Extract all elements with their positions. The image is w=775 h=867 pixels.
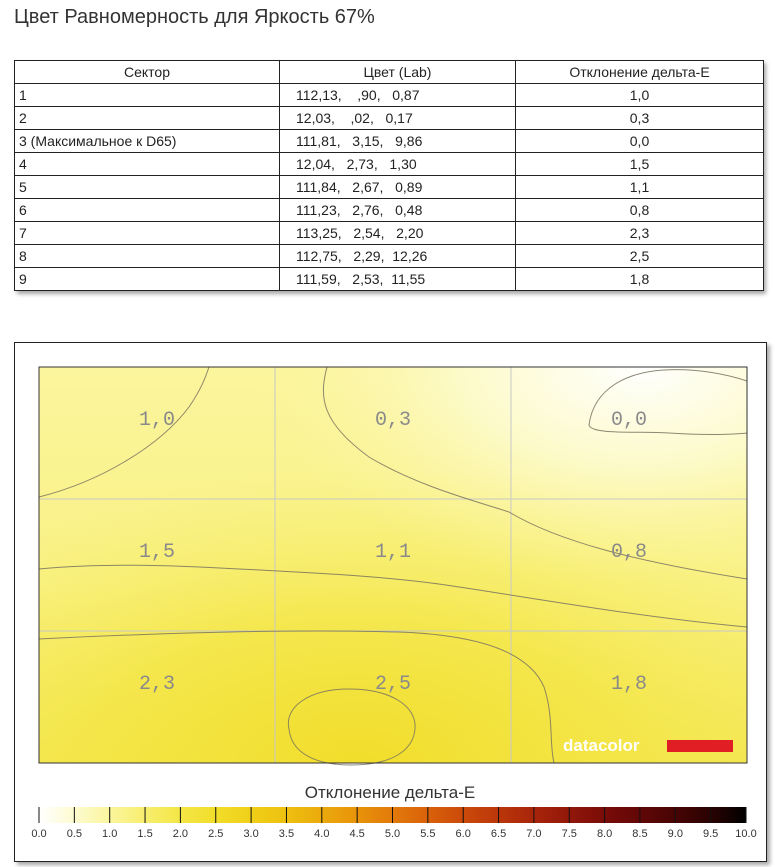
uniformity-chart (14, 342, 767, 862)
cell-value-label: 0,3 (374, 409, 412, 432)
cell-color-lab: 113,25, 2,54, 2,20 (280, 222, 516, 245)
column-header-sector: Сектор (15, 61, 280, 84)
datacolor-logo-bar (667, 740, 733, 752)
cell-color-lab: 111,84, 2,67, 0,89 (280, 176, 516, 199)
cell-color-lab: 111,59, 2,53, 11,55 (280, 268, 516, 291)
uniformity-chart-svg (15, 343, 766, 861)
cell-sector: 6 (15, 199, 280, 222)
colorbar-tick-label: 9.5 (703, 828, 719, 840)
column-header-delta-e: Отклонение дельта-E (516, 61, 764, 84)
cell-color-lab: 112,13, ,90, 0,87 (280, 84, 516, 107)
colorbar-tick-label: 4.0 (314, 828, 330, 840)
cell-value-label: 2,5 (374, 673, 412, 696)
colorbar-tick-label: 5.0 (384, 828, 401, 840)
cell-delta-e: 0,0 (516, 130, 764, 153)
cell-color-lab: 111,81, 3,15, 9,86 (280, 130, 516, 153)
cell-value-label: 1,8 (610, 673, 648, 696)
cell-delta-e: 2,5 (516, 245, 764, 268)
cell-sector: 4 (15, 153, 280, 176)
table-row (15, 222, 764, 245)
colorbar-tick-label: 6.0 (455, 828, 471, 840)
colorbar-tick-label: 0.0 (31, 828, 47, 840)
colorbar-tick-label: 1.0 (102, 828, 118, 840)
cell-value-label: 0,8 (610, 541, 648, 564)
cell-value-label: 1,5 (138, 541, 176, 564)
colorbar-tick-label: 3.0 (243, 828, 259, 840)
colorbar-tick-label: 7.0 (526, 828, 542, 840)
page-title: Цвет Равномерность для Яркость 67% (14, 6, 375, 28)
cell-sector: 9 (15, 268, 280, 291)
cell-value-label: 1,0 (138, 409, 176, 432)
cell-color-lab: 12,04, 2,73, 1,30 (280, 153, 516, 176)
cell-value-label: 2,3 (138, 673, 176, 696)
colorbar-tick-label: 6.5 (490, 828, 507, 840)
colorbar-tick-label: 9.0 (667, 828, 683, 840)
cell-delta-e: 1,1 (516, 176, 764, 199)
cell-color-lab: 12,03, ,02, 0,17 (280, 107, 516, 130)
cell-sector: 5 (15, 176, 280, 199)
table-row (15, 84, 764, 107)
table-row (15, 130, 764, 153)
colorbar-tick-label: 0.5 (66, 828, 82, 840)
cell-sector: 1 (15, 84, 280, 107)
colorbar (31, 807, 756, 840)
cell-color-lab: 112,75, 2,29, 12,26 (280, 245, 516, 268)
column-header-color-lab: Цвет (Lab) (280, 61, 516, 84)
cell-delta-e: 1,5 (516, 153, 764, 176)
table-header-row (15, 61, 764, 84)
cell-delta-e: 2,3 (516, 222, 764, 245)
colorbar-tick-label: 3.5 (278, 828, 295, 840)
colorbar-tick-label: 2.0 (172, 828, 189, 840)
colorbar-label: Отклонение дельта-E (304, 783, 476, 802)
cell-sector: 2 (15, 107, 280, 130)
table-row (15, 245, 764, 268)
cell-delta-e: 1,8 (516, 268, 764, 291)
cell-delta-e: 0,3 (516, 107, 764, 130)
cell-color-lab: 111,23, 2,76, 0,48 (280, 199, 516, 222)
colorbar-tick-label: 7.5 (561, 828, 577, 840)
cell-value-label: 1,1 (374, 541, 412, 564)
colorbar-tick-label: 8.0 (596, 828, 613, 840)
cell-value-label: 0,0 (610, 409, 648, 432)
cell-sector: 8 (15, 245, 280, 268)
heatmap-plot-area (39, 367, 747, 765)
table-row (15, 199, 764, 222)
datacolor-logo-text: datacolor (563, 736, 640, 755)
table-row (15, 268, 764, 291)
colorbar-tick-label: 4.5 (349, 828, 365, 840)
colorbar-tick-label: 2.5 (208, 828, 224, 840)
uniformity-table (14, 60, 764, 291)
colorbar-tick-label: 10.0 (735, 828, 757, 840)
uniformity-table-container (14, 60, 763, 291)
table-row (15, 153, 764, 176)
cell-delta-e: 0,8 (516, 199, 764, 222)
colorbar-tick-label: 8.5 (632, 828, 648, 840)
table-row (15, 176, 764, 199)
table-row (15, 107, 764, 130)
colorbar-tick-label: 5.5 (420, 828, 436, 840)
cell-sector: 3 (Максимальное к D65) (15, 130, 280, 153)
colorbar-tick-label: 1.5 (137, 828, 153, 840)
cell-delta-e: 1,0 (516, 84, 764, 107)
cell-sector: 7 (15, 222, 280, 245)
